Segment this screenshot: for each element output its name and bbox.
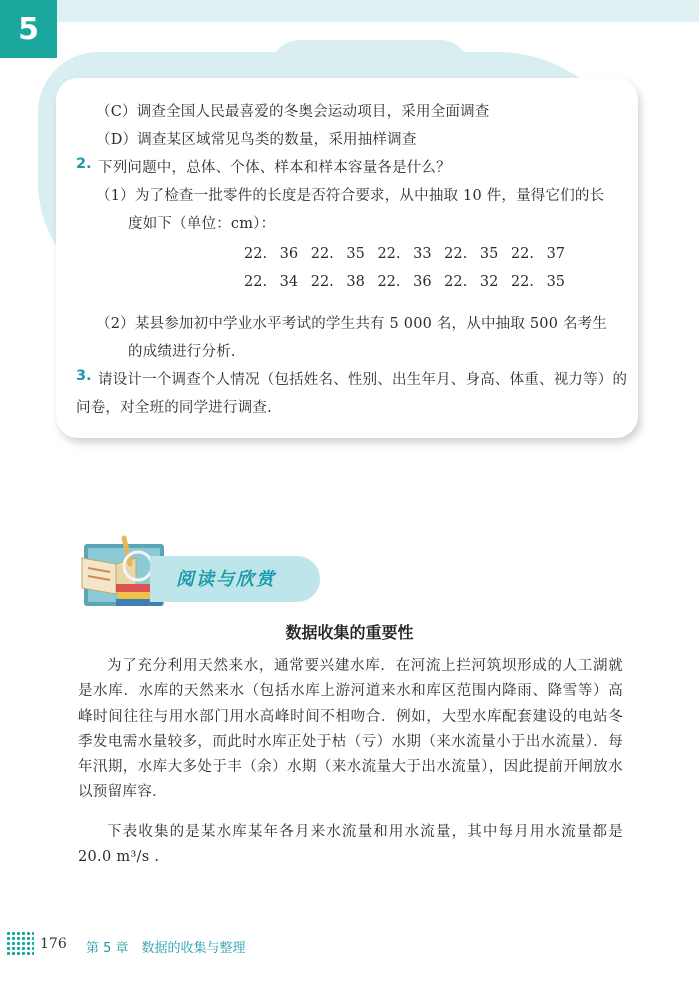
q2-part2-line2: 的成绩进行分析. (128, 344, 236, 360)
page-number: 176 (40, 936, 67, 952)
article-paragraph-1: 为了充分利用天然来水，通常要兴建水库．在河流上拦河筑坝形成的人工湖就是水库．水库的天然来水（包括水库上游河道来水和库区范围内降雨、降雪等）高峰时间往往与用水部门用水高峰时间不相吻合．例如，大型水库配套建设的电站冬季发电需水量较多，而此时水库正处于枯（亏）水期（来水流量小于出水流量）．每年汛期，水库大多处于丰（余）水期（来水流量大于出水流量），因此提前开闸放水以预留库容． (78, 658, 623, 801)
chapter-tab: 5 (0, 0, 57, 58)
q3-line2: 问卷，对全班的同学进行调查. (76, 400, 272, 416)
reading-banner-title: 阅读与欣赏 (176, 569, 276, 590)
option-d: （D）调查某区域常见鸟类的数量，采用抽样调查 (96, 132, 417, 148)
option-c: （C）调查全国人民最喜爱的冬奥会运动项目，采用全面调查 (96, 104, 490, 120)
question-3-number: 3. (76, 368, 92, 384)
q2-part1-line1: （1）为了检查一批零件的长度是否符合要求，从中抽取 10 件，量得它们的长 (96, 188, 605, 204)
data-row-1: 22. 36 22. 35 22. 33 22. 35 22. 37 (244, 246, 566, 262)
q2-part2-line1: （2）某县参加初中学业水平考试的学生共有 5 000 名，从中抽取 500 名考生 (96, 316, 608, 332)
article-paragraph-2: 下表收集的是某水库某年各月来水流量和用水流量，其中每月用水流量都是 20.0 m³/s . (78, 824, 623, 866)
data-row-2: 22. 34 22. 38 22. 36 22. 32 22. 35 (244, 274, 566, 290)
top-band (0, 0, 699, 22)
question-2-number: 2. (76, 156, 92, 172)
footer-dots-icon (6, 931, 34, 955)
footer-chapter-label: 第 5 章 数据的收集与整理 (86, 941, 246, 956)
article-title: 数据收集的重要性 (285, 623, 414, 642)
q3-line1: 请设计一个调查个人情况（包括姓名、性别、出生年月、身高、体重、视力等）的 (98, 372, 628, 388)
q2-part1-line2: 度如下（单位：cm）： (128, 216, 276, 232)
exercise-card (56, 78, 638, 438)
question-2-text: 下列问题中，总体、个体、样本和样本容量各是什么？ (98, 160, 451, 176)
